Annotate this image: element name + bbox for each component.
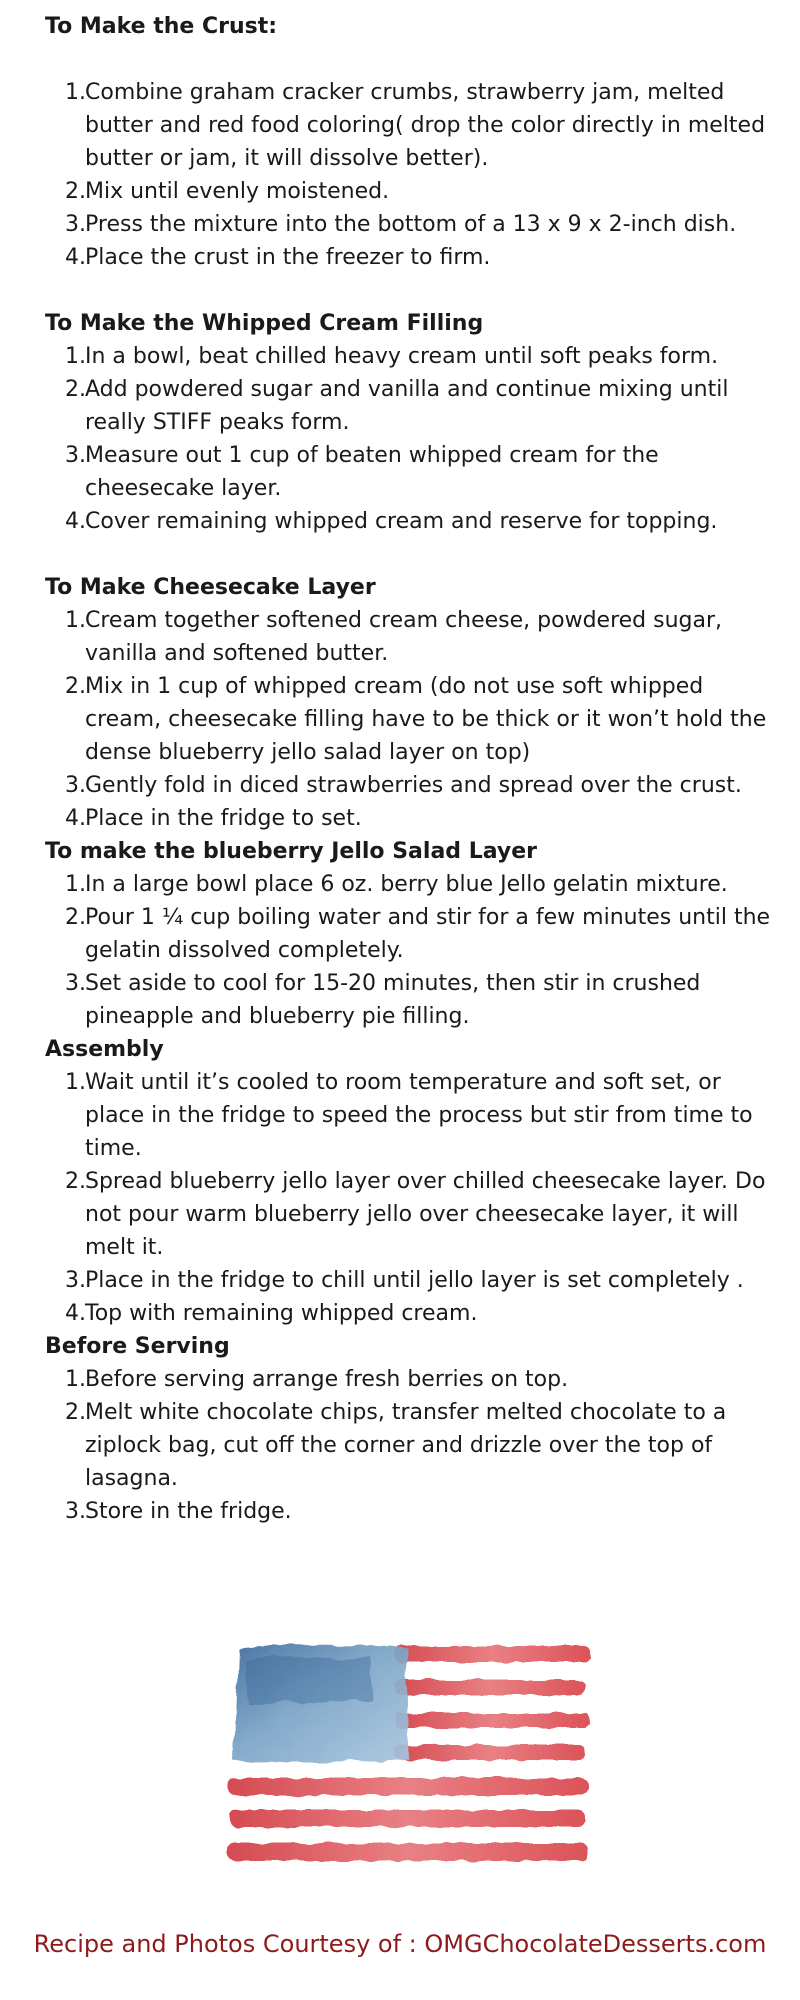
assembly-heading: Assembly — [45, 1037, 164, 1062]
list-item: 1. Before serving arrange fresh berries on top. — [65, 1367, 569, 1392]
list-item: 1. Cream together softened cream cheese, powdered sugar, vanilla and softened butter. — [65, 608, 723, 666]
list-item: 2. Mix in 1 cup of whipped cream (do not use soft whipped cream, cheesecake filling have to be thick or it won’t hold the dense blueberry jello salad layer on top) — [65, 674, 767, 765]
whipped-cream-heading: To Make the Whipped Cream Filling — [45, 311, 484, 336]
before-serving-heading: Before Serving — [45, 1334, 230, 1359]
list-item: 1. Combine graham cracker crumbs, strawberry jam, melted butter and red food coloring( drop the color directly in melted butter or jam, it will dissolve better). — [65, 80, 766, 171]
crust-steps — [45, 76, 775, 274]
list-item: 4. Top with remaining whipped cream. — [65, 1301, 478, 1326]
before-serving-steps — [45, 1363, 775, 1528]
list-item: 1. Wait until it’s cooled to room temperature and soft set, or place in the fridge to speed the process but stir from time to time. — [65, 1070, 753, 1161]
recipe-instructions — [45, 10, 775, 1528]
list-item: 3. Store in the fridge. — [65, 1499, 292, 1524]
cheesecake-steps — [45, 604, 775, 835]
list-item: 4. Cover remaining whipped cream and reserve for topping. — [65, 509, 718, 534]
credit-footer: Recipe and Photos Courtesy of : OMGChocolateDesserts.com — [33, 1930, 767, 1958]
list-item: 3. Place in the fridge to chill until jello layer is set completely . — [65, 1268, 744, 1293]
list-item: 3. Measure out 1 cup of beaten whipped cream for the cheesecake layer. — [65, 443, 659, 501]
list-item: 4. Place the crust in the freezer to firm. — [65, 245, 491, 270]
jello-steps — [45, 868, 775, 1033]
list-item: 1. In a large bowl place 6 oz. berry blue Jello gelatin mixture. — [65, 872, 728, 897]
list-item: 2. Mix until evenly moistened. — [65, 179, 390, 204]
flag-illustration — [220, 1640, 600, 1875]
american-flag-icon — [220, 1640, 600, 1875]
cheesecake-heading: To Make Cheesecake Layer — [45, 575, 376, 600]
jello-heading: To make the blueberry Jello Salad Layer — [45, 839, 537, 864]
assembly-steps — [45, 1066, 775, 1330]
list-item: 4. Place in the fridge to set. — [65, 806, 362, 831]
list-item: 2. Add powdered sugar and vanilla and continue mixing until really STIFF peaks form. — [65, 377, 729, 435]
list-item: 3. Gently fold in diced strawberries and spread over the crust. — [65, 773, 742, 798]
list-item: 3. Set aside to cool for 15-20 minutes, then stir in crushed pineapple and blueberry pie filling. — [65, 971, 701, 1029]
list-item: 2. Spread blueberry jello layer over chilled cheesecake layer. Do not pour warm blueberry jello over cheesecake layer, it will melt it. — [65, 1169, 766, 1260]
list-item: 3. Press the mixture into the bottom of a 13 x 9 x 2-inch dish. — [65, 212, 737, 237]
list-item: 1. In a bowl, beat chilled heavy cream until soft peaks form. — [65, 344, 719, 369]
list-item: 2. Melt white chocolate chips, transfer melted chocolate to a ziplock bag, cut off the corner and drizzle over the top of lasagna. — [65, 1400, 727, 1491]
whipped-cream-steps — [45, 340, 775, 538]
crust-heading: To Make the Crust: — [45, 14, 278, 39]
list-item: 2. Pour 1 ¼ cup boiling water and stir for a few minutes until the gelatin dissolved completely. — [65, 905, 771, 963]
